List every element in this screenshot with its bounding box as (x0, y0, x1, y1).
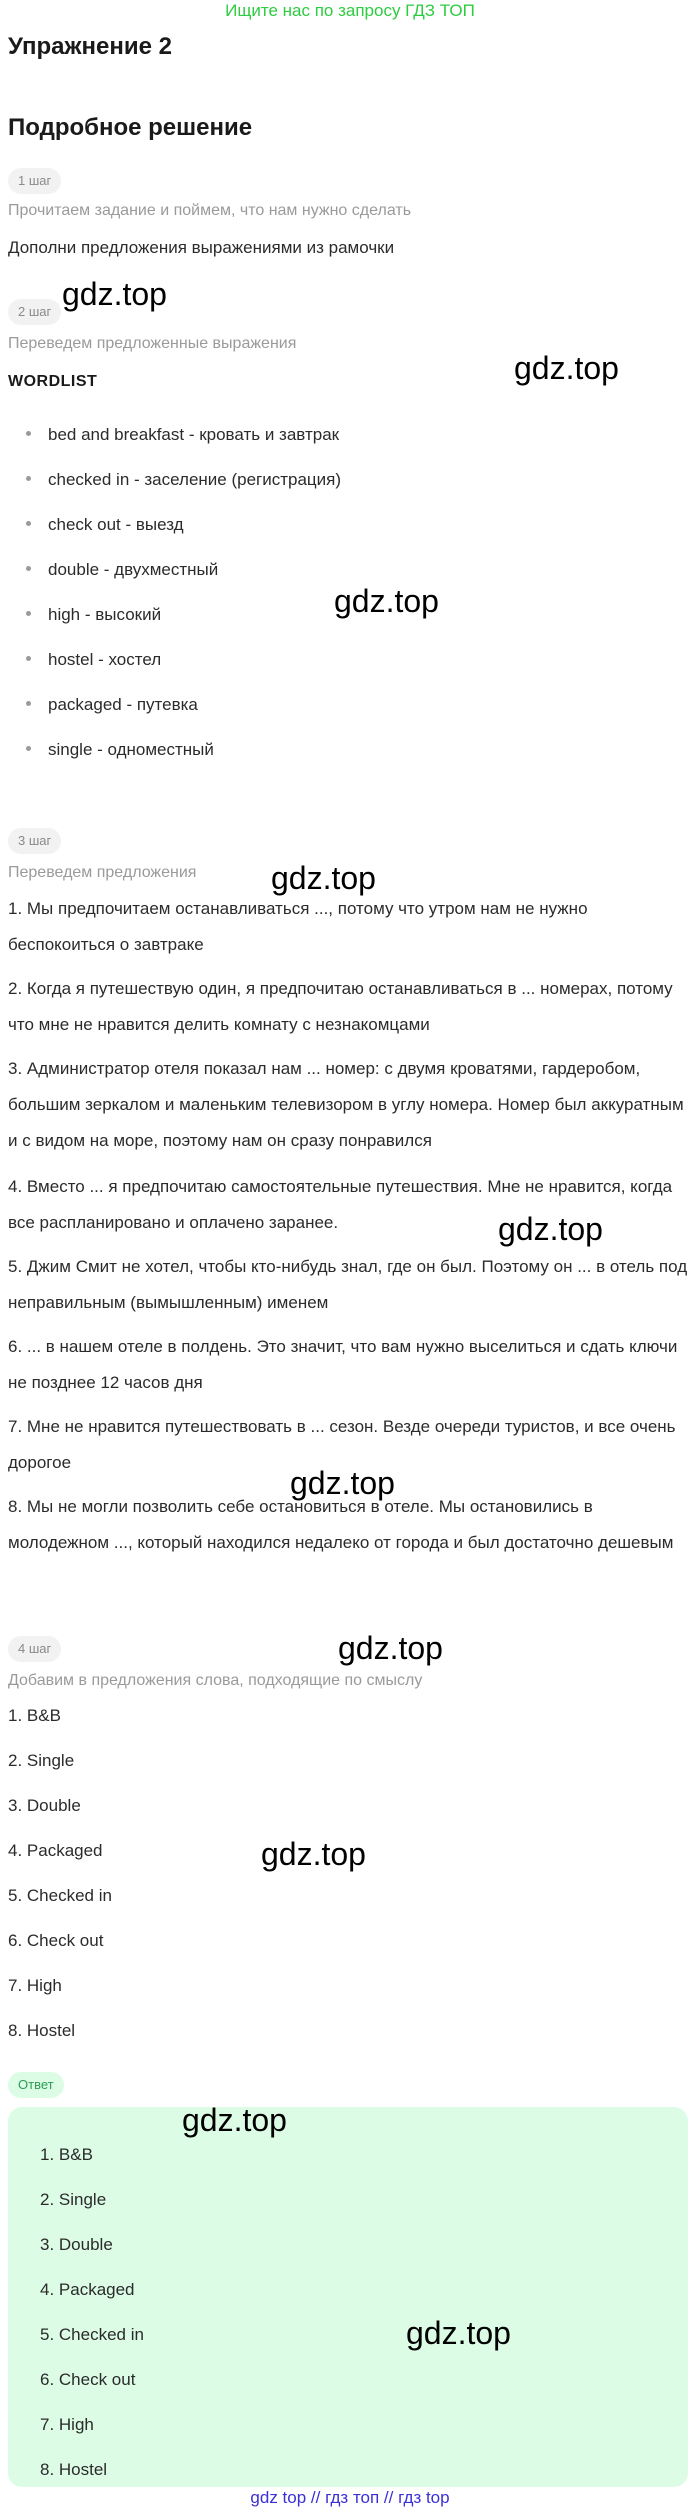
step-1-subtitle: Прочитаем задание и поймем, что нам нужно сделать (8, 202, 412, 219)
watermark: gdz.top (406, 2315, 511, 2351)
answer-item: 5. Checked in (40, 2325, 144, 2344)
step-4-subtitle: Добавим в предложения слова, подходящие по смыслу (8, 1672, 423, 1689)
bullet-icon (26, 701, 31, 706)
watermark: gdz.top (498, 1211, 603, 1247)
sentence: 4. Вместо ... я предпочитаю самостоятельные путешествия. Мне не нравится, когда все распланировано и оплачено заранее. (8, 1177, 673, 1232)
list-item: 3. Double (8, 1796, 81, 1815)
list-item: 4. Packaged (8, 1841, 103, 1860)
wordlist-item: single - одноместный (26, 740, 214, 760)
sentence: 5. Джим Смит не хотел, чтобы кто-нибудь знал, где он был. Поэтому он ... в отель под неправильным (вымышленным) именем (8, 1257, 688, 1312)
step-3-subtitle: Переведем предложения (8, 864, 197, 881)
footer-links[interactable]: gdz top // гдз топ // гдз top (250, 2488, 450, 2507)
answer-item: 4. Packaged (40, 2280, 135, 2299)
bullet-icon (26, 611, 31, 616)
wordlist-item: high - высокий (26, 605, 161, 625)
watermark: gdz.top (271, 860, 376, 896)
sentence: 2. Когда я путешествую один, я предпочитаю останавливаться в ... номерах, потому что мне не нравится делить комнату с незнакомцами (8, 979, 673, 1034)
answer-item: 8. Hostel (40, 2460, 108, 2479)
solution-title: Подробное решение (8, 114, 253, 141)
answer-box (8, 2107, 688, 2487)
bullet-icon (26, 521, 31, 526)
watermark: gdz.top (62, 276, 167, 312)
watermark: gdz.top (290, 1465, 395, 1501)
sentence: 1. Мы предпочитаем останавливаться ..., потому что утром нам не нужно беспокоиться о завтраке (8, 899, 588, 954)
bullet-icon (26, 746, 31, 751)
sentence: 7. Мне не нравится путешествовать в ... сезон. Везде очереди туристов, и все очень дорогое (8, 1417, 676, 1472)
list-item: 2. Single (8, 1751, 75, 1770)
wordlist-item: checked in - заселение (регистрация) (26, 470, 341, 490)
watermark: gdz.top (514, 350, 619, 386)
page-title: Упражнение 2 (8, 33, 172, 60)
wordlist-item: check out - выезд (26, 515, 184, 535)
list-item: 8. Hostel (8, 2021, 76, 2040)
watermark: gdz.top (334, 583, 439, 619)
step-2-chip: 2 шаг (8, 299, 61, 325)
list-item: 6. Check out (8, 1931, 104, 1950)
watermark: gdz.top (338, 1630, 443, 1666)
step-1-chip: 1 шаг (8, 168, 61, 194)
answer-item: 2. Single (40, 2190, 107, 2209)
wordlist-item: hostel - хостел (26, 650, 161, 670)
top-banner[interactable]: Ищите нас по запросу ГДЗ ТОП (225, 1, 475, 20)
sentence: 3. Администратор отеля показал нам ... номер: с двумя кроватями, гардеробом, большим зеркалом и маленьким телевизором в углу номера. Номер был аккуратным и с видом на море, поэтому нам он сразу понравился (8, 1059, 684, 1150)
bullet-icon (26, 431, 31, 436)
list-item: 5. Checked in (8, 1886, 112, 1905)
step-3-chip: 3 шаг (8, 828, 61, 854)
step-4-chip: 4 шаг (8, 1636, 61, 1662)
sentence: 8. Мы не могли позволить себе остановиться в отеле. Мы остановились в молодежном ..., который находился недалеко от города и был достаточно дешевым (8, 1497, 674, 1552)
bullet-icon (26, 476, 31, 481)
answer-item: 3. Double (40, 2235, 113, 2254)
step-2-subtitle: Переведем предложенные выражения (8, 335, 297, 352)
wordlist-label: WORDLIST (8, 373, 98, 390)
sentence: 6. ... в нашем отеле в полдень. Это значит, что вам нужно выселиться и сдать ключи не позднее 12 часов дня (8, 1337, 678, 1392)
answer-chip: Ответ (8, 2072, 64, 2098)
answer-item: 6. Check out (40, 2370, 136, 2389)
bullet-icon (26, 566, 31, 571)
answer-item: 1. B&B (40, 2145, 93, 2164)
watermark: gdz.top (182, 2102, 287, 2138)
list-item: 7. High (8, 1976, 62, 1995)
wordlist-item: double - двухместный (26, 560, 218, 580)
bullet-icon (26, 656, 31, 661)
wordlist-item: bed and breakfast - кровать и завтрак (26, 425, 339, 445)
step-1-text: Дополни предложения выражениями из рамочки (8, 238, 395, 257)
watermark: gdz.top (261, 1836, 366, 1872)
list-item: 1. B&B (8, 1706, 61, 1725)
answer-item: 7. High (40, 2415, 94, 2434)
wordlist-item: packaged - путевка (26, 695, 198, 715)
